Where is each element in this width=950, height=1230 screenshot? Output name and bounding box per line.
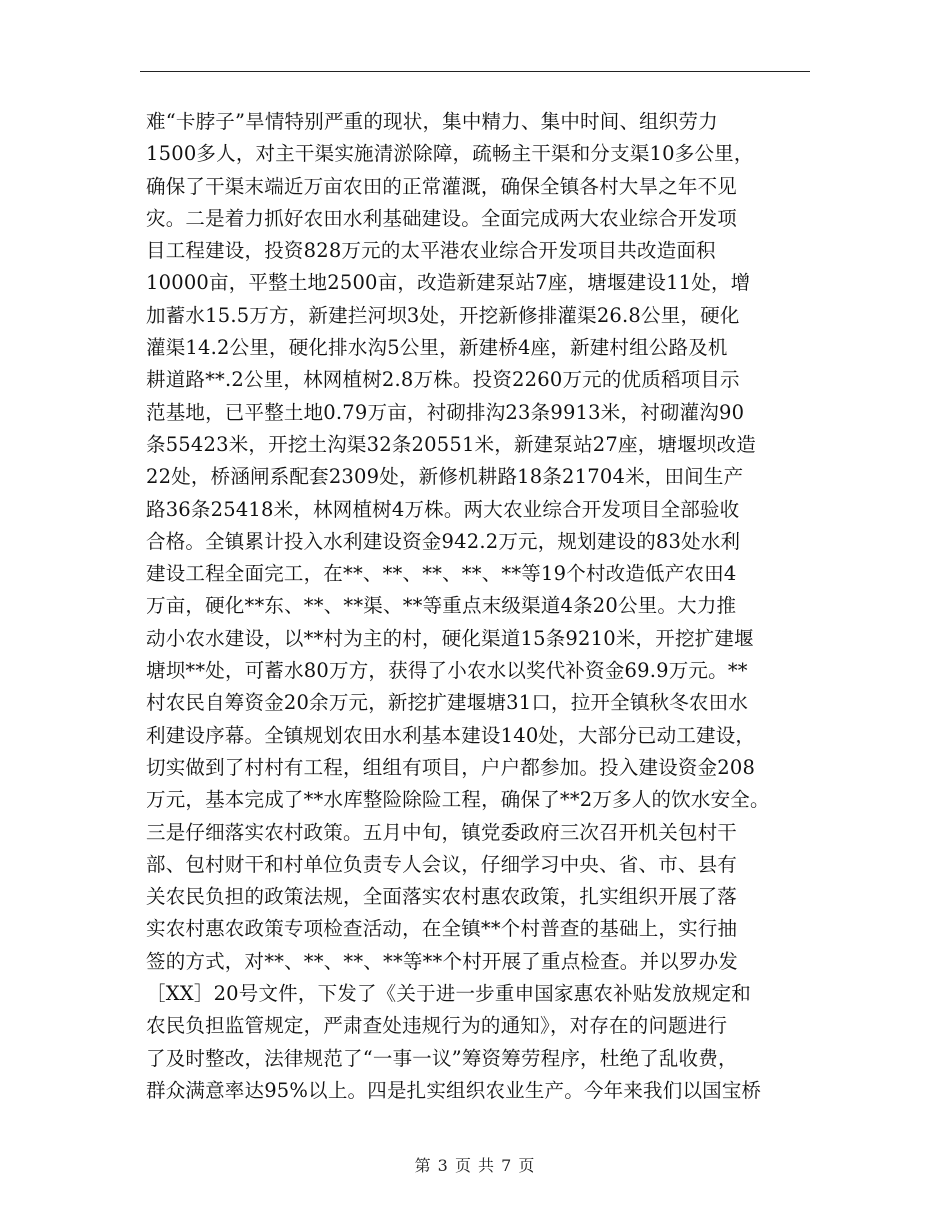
body-text xyxy=(146,106,826,1107)
text-line: 路36条25418米，林网植树4万株。两大农业综合开发项目全部验收 xyxy=(146,497,740,521)
text-line: 1500多人，对主干渠实施清淤除障，疏畅主干渠和分支渠10多公里， xyxy=(146,142,754,166)
text-line: 22处，桥涵闸系配套2309处，新修机耕路18条21704米，田间生产 xyxy=(146,465,744,489)
text-line: 塘坝**处，可蓄水80万方，获得了小农水以奖代补资金69.9万元。** xyxy=(146,659,748,683)
text-line: 耕道路**.2公里，林网植树2.8万株。投资2260万元的优质稻项目示 xyxy=(146,368,740,392)
header-rule xyxy=(140,71,810,72)
text-line: 农民负担监管规定，严肃查处违规行为的通知》，对存在的问题进行 xyxy=(146,1014,728,1038)
text-line: 万元，基本完成了**水库整险除险工程，确保了**2万多人的饮水安全。 xyxy=(146,788,770,812)
text-line: 村农民自筹资金20余万元，新挖扩建堰塘31口，拉开全镇秋冬农田水 xyxy=(146,691,749,715)
text-line: 条55423米，开挖土沟渠32条20551米，新建泵站27座，塘堰坝改造 xyxy=(146,432,756,456)
text-line: 切实做到了村村有工程，组组有项目，户户都参加。投入建设资金208 xyxy=(146,755,756,779)
text-line: 灾。二是着力抓好农田水利基础建设。全面完成两大农业综合开发项 xyxy=(146,206,738,230)
text-line: ［XX］20号文件，下发了《关于进一步重申国家惠农补贴发放规定和 xyxy=(146,982,751,1006)
text-line: 万亩，硬化**东、**、**渠、**等重点末级渠道4条20公里。大力推 xyxy=(146,594,737,618)
text-line: 关农民负担的政策法规，全面落实农村惠农政策，扎实组织开展了落 xyxy=(146,885,738,909)
page-footer: 第 3 页 共 7 页 xyxy=(414,1156,536,1175)
text-line: 确保了干渠末端近万亩农田的正常灌溉，确保全镇各村大旱之年不见 xyxy=(146,174,738,198)
text-line: 三是仔细落实农村政策。五月中旬，镇党委政府三次召开机关包村干 xyxy=(146,820,738,844)
text-line: 范基地，已平整土地0.79万亩，衬砌排沟23条9913米，衬砌灌沟90 xyxy=(146,400,745,424)
text-line: 利建设序幕。全镇规划农田水利基本建设140处，大部分已动工建设， xyxy=(146,723,756,747)
text-line: 灌渠14.2公里，硬化排水沟5公里，新建桥4座，新建村组公路及机 xyxy=(146,336,728,360)
text-line: 动小农水建设，以**村为主的村，硬化渠道15条9210米，开挖扩建堰 xyxy=(146,626,754,650)
text-line: 难“卡脖子”旱情特别严重的现状，集中精力、集中时间、组织劳力 xyxy=(146,110,718,133)
text-line: 部、包村财干和村单位负责专人会议，仔细学习中央、省、市、县有 xyxy=(146,852,738,876)
text-line: 10000亩，平整土地2500亩，改造新建泵站7座，塘堰建设11处，增 xyxy=(146,271,751,295)
text-line: 签的方式，对**、**、**、**等**个村开展了重点检查。并以罗办发 xyxy=(146,949,739,973)
text-line: 了及时整改，法律规范了“一事一议”筹资筹劳程序，杜绝了乱收费， xyxy=(146,1046,738,1070)
text-line: 建设工程全面完工，在**、**、**、**、**等19个村改造低产农田4 xyxy=(146,562,737,586)
text-line: 加蓄水15.5万方，新建拦河坝3处，开挖新修排灌渠26.8公里，硬化 xyxy=(146,303,740,327)
text-line: 合格。全镇累计投入水利建设资金942.2万元，规划建设的83处水利 xyxy=(146,529,741,553)
text-line: 目工程建设，投资828万元的太平港农业综合开发项目共改造面积 xyxy=(146,239,716,263)
text-line: 实农村惠农政策专项检查活动，在全镇**个村普查的基础上，实行抽 xyxy=(146,917,738,941)
text-line: 群众满意率达95%以上。四是扎实组织农业生产。今年来我们以国宝桥 xyxy=(146,1078,762,1102)
